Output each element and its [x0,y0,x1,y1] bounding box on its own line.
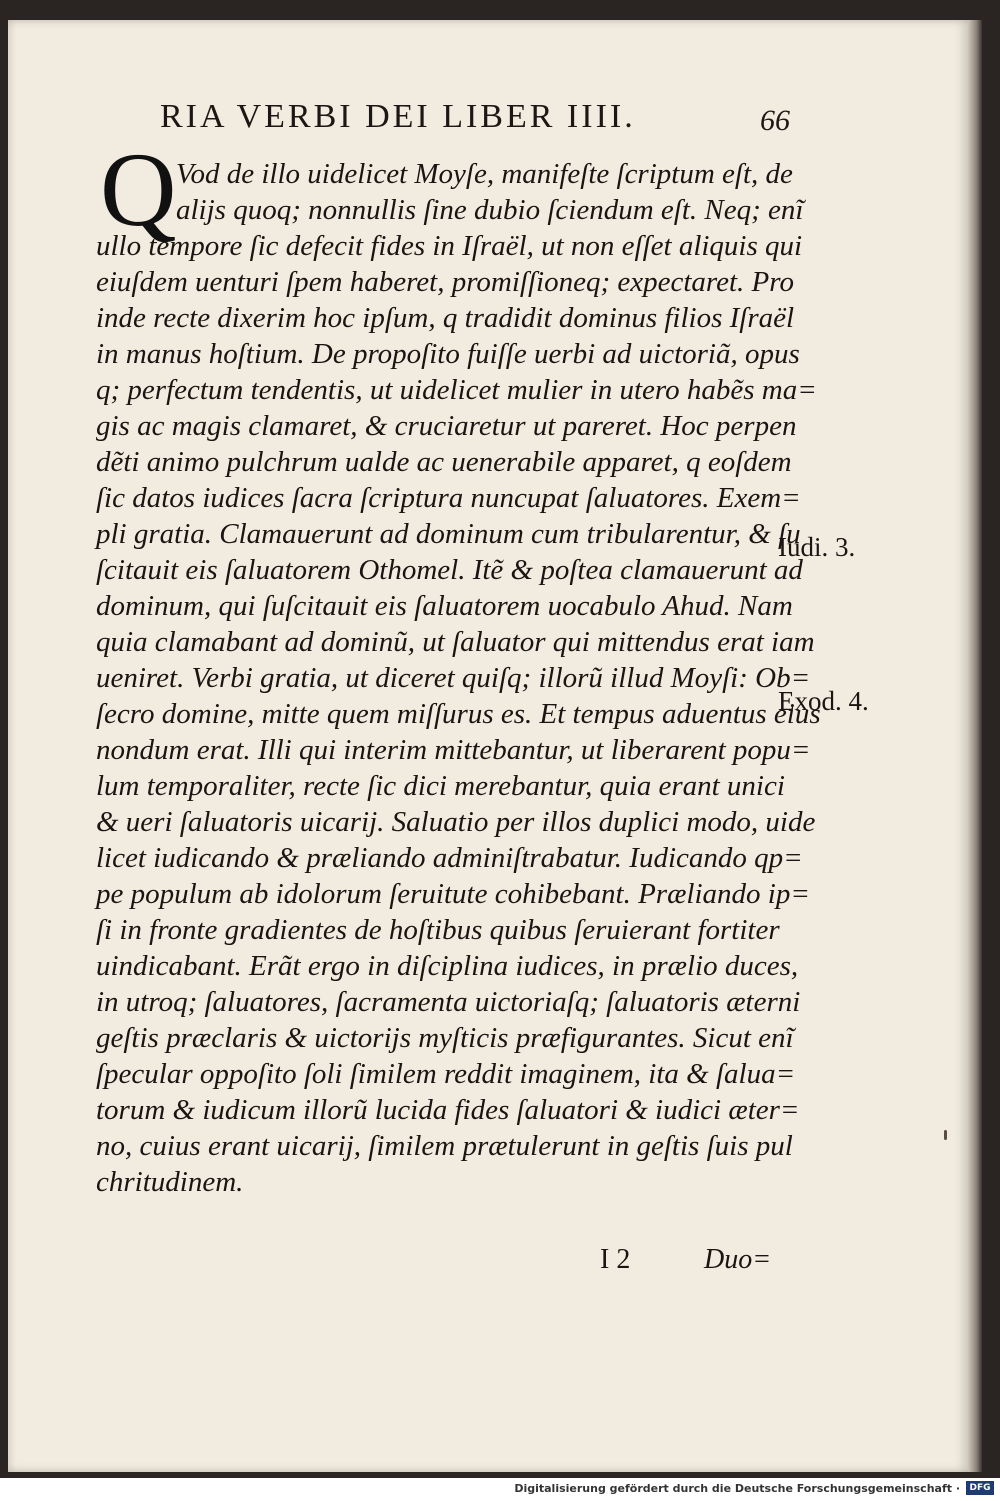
margin-note-judges: Iudi. 3. [778,532,856,562]
text-line-7: q; perfectum tendentis, ut uidelicet mulier in utero habẽs ma= [96,374,817,406]
footer-credit: Digitalisierung gefördert durch die Deutsche Forschungsgemeinschaft · [514,1482,960,1495]
catchword: Duo= [704,1244,772,1275]
text-line-19: & ueri ſaluatoris uicarij. Saluatio per illos duplici modo, uide [96,806,816,838]
text-line-26: ſpecular oppoſito ſoli ſimilem reddit imaginem, ita & ſalua= [96,1058,796,1090]
text-line-6: in manus hoſtium. De propoſito fuiſſe uerbi ad uictoriã, opus [96,338,800,370]
signature-mark: I 2 [600,1244,631,1275]
text-line-15: ueniret. Verbi gratia, ut diceret quiſq; illorũ illud Moyſi: Ob= [96,662,811,694]
text-line-16: ſecro domine, mitte quem miſſurus es. Et tempus aduentus eius [96,698,821,730]
margin-note-exodus: Exod. 4. [778,686,869,716]
text-line-9: dẽti animo pulchrum ualde ac uenerabile apparet, q eoſdem [96,446,792,478]
text-line-17: nondum erat. Illi qui interim mittebantur, ut liberarent popu= [96,734,811,766]
text-line-5: inde recte dixerim hoc ipſum, q tradidit dominus filios Iſraël [96,302,795,334]
text-line-1: Vod de illo uidelicet Moyſe, manifeſte ſcriptum eſt, de [176,158,793,190]
text-line-18: lum temporaliter, recte ſic dici merebantur, quia erant unici [96,770,785,802]
text-line-25: geſtis præclaris & uictorijs myſticis præfigurantes. Sicut enĩ [96,1022,794,1054]
dfg-logo: DFG [966,1481,994,1495]
text-line-11: pli gratia. Clamauerunt ad dominum cum tribularentur, & ſu [96,518,801,550]
page-edge [968,20,982,1472]
text-line-28: no, cuius erant uicarij, ſimilem prætulerunt in geſtis ſuis pul [96,1130,793,1162]
text-line-10: ſic datos iudices ſacra ſcriptura nuncupat ſaluatores. Exem= [96,482,801,514]
text-line-3: ullo tempore ſic defecit fides in Iſraël, ut non eſſet aliquis qui [96,230,803,262]
text-line-13: dominum, qui ſuſcitauit eis ſaluatorem uocabulo Ahud. Nam [96,590,793,622]
text-line-4: eiuſdem uenturi ſpem haberet, promiſſioneq; expectaret. Pro [96,266,794,298]
text-line-21: pe populum ab idolorum ſeruitute cohibebant. Præliando ip= [96,878,810,910]
text-line-27: torum & iudicum illorũ lucida fides ſaluatori & iudici æter= [96,1094,800,1126]
text-line-14: quia clamabant ad dominũ, ut ſaluator qui mittendus erat iam [96,626,815,658]
text-line-20: licet iudicando & præliando adminiſtrabatur. Iudicando qp= [96,842,803,874]
text-line-8: gis ac magis clamaret, & cruciaretur ut pareret. Hoc perpen [96,410,797,442]
text-line-29: chritudinem. [96,1166,244,1198]
text-line-22: ſi in fronte gradientes de hoſtibus quibus ſeruierant fortiter [96,914,780,946]
text-line-2: alijs quoq; nonnullis ſine dubio ſciendum eſt. Neq; enĩ [176,194,804,226]
text-line-12: ſcitauit eis ſaluatorem Othomel. Itẽ & poſtea clamauerunt ad [96,554,803,586]
paper-speck [944,1130,947,1140]
text-line-24: in utroq; ſaluatores, ſacramenta uictoriaſq; ſaluatoris æterni [96,986,801,1018]
text-line-23: uindicabant. Erãt ergo in diſciplina iudices, in prælio duces, [96,950,799,982]
drop-capital: Q [100,131,177,248]
folio-number: 66 [760,104,790,137]
running-head: RIA VERBI DEI LIBER IIII. [160,98,636,135]
